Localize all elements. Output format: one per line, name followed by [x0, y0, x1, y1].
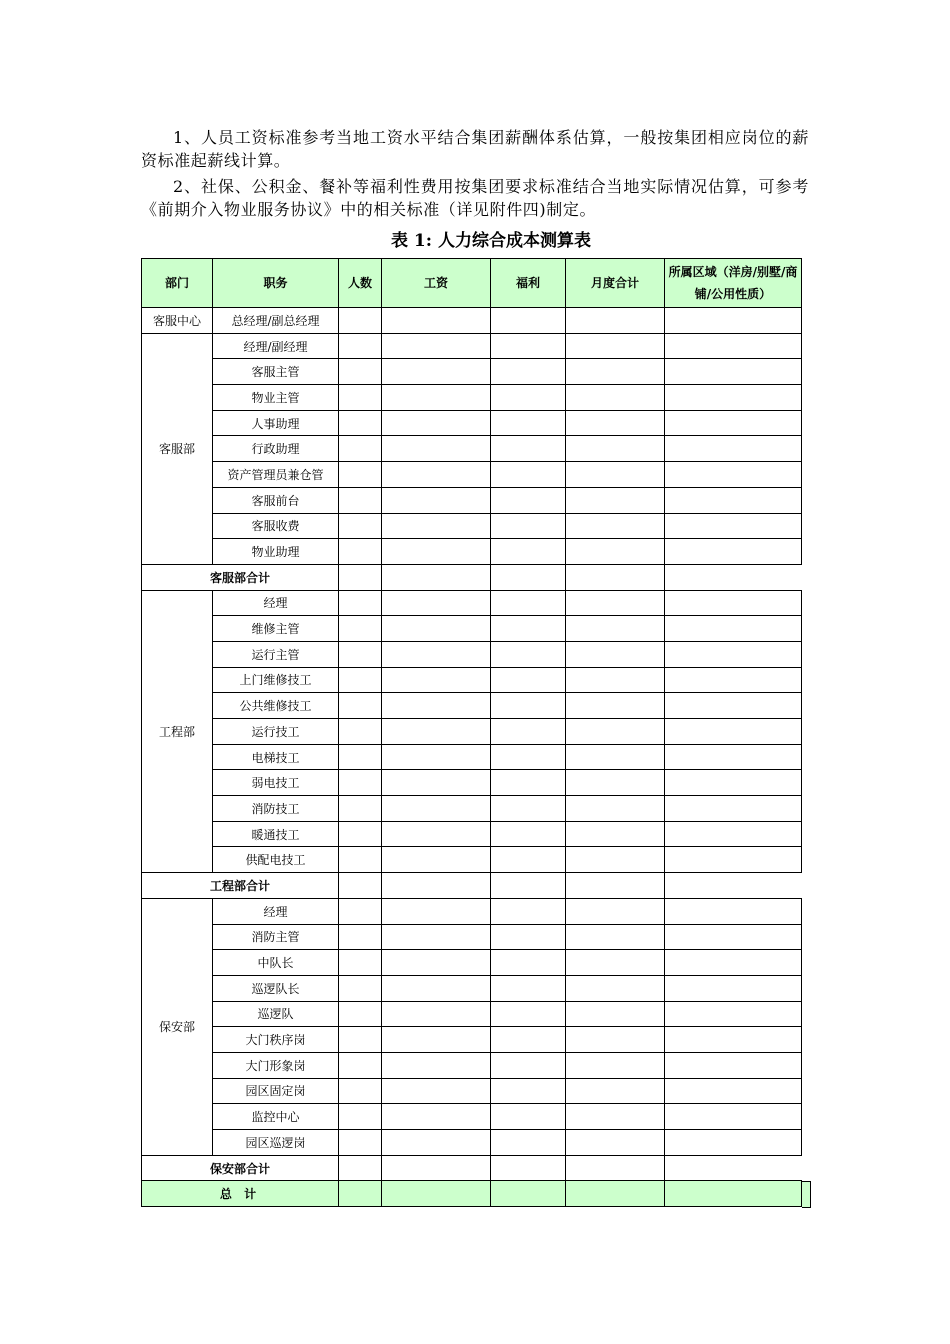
- value-cell: [382, 462, 491, 488]
- position-cell: 园区固定岗: [213, 1078, 339, 1104]
- value-cell: [382, 847, 491, 873]
- table-row: [142, 641, 802, 667]
- value-cell: [339, 1130, 382, 1156]
- value-cell: [382, 590, 491, 616]
- subtotal-value-cell: [566, 1155, 665, 1181]
- table-header-row: [142, 259, 802, 308]
- value-cell: [339, 616, 382, 642]
- table-row: [142, 385, 802, 411]
- subtotal-value-cell: [491, 564, 566, 590]
- value-cell: [382, 1027, 491, 1053]
- position-cell: 维修主管: [213, 616, 339, 642]
- table-row: [142, 667, 802, 693]
- position-cell: 中队长: [213, 950, 339, 976]
- value-cell: [665, 1027, 802, 1053]
- position-cell: 暖通技工: [213, 821, 339, 847]
- table-row: [142, 513, 802, 539]
- value-cell: [491, 462, 566, 488]
- subtotal-value-cell: [665, 1155, 802, 1181]
- value-cell: [566, 410, 665, 436]
- value-cell: [566, 641, 665, 667]
- value-cell: [382, 641, 491, 667]
- subtotal-value-cell: [382, 873, 491, 899]
- subtotal-label: 工程部合计: [142, 873, 339, 899]
- value-cell: [491, 641, 566, 667]
- value-cell: [566, 975, 665, 1001]
- subtotal-value-cell: [339, 564, 382, 590]
- value-cell: [382, 1001, 491, 1027]
- table-row: [142, 359, 802, 385]
- table-row: [142, 975, 802, 1001]
- table-row: [142, 1052, 802, 1078]
- position-cell: 监控中心: [213, 1104, 339, 1130]
- position-cell: 经理/副经理: [213, 333, 339, 359]
- subtotal-row: [142, 564, 802, 590]
- table-row: [142, 436, 802, 462]
- value-cell: [665, 436, 802, 462]
- position-cell: 运行技工: [213, 719, 339, 745]
- subtotal-row: [142, 873, 802, 899]
- subtotal-value-cell: [382, 564, 491, 590]
- value-cell: [491, 487, 566, 513]
- value-cell: [382, 436, 491, 462]
- value-cell: [665, 513, 802, 539]
- value-cell: [339, 513, 382, 539]
- value-cell: [566, 1027, 665, 1053]
- grand-total-value-cell: [491, 1181, 566, 1207]
- paragraph-salary-standard: 1、人员工资标准参考当地工资水平结合集团薪酬体系估算，一般按集团相应岗位的薪资标准起薪线计算。: [141, 128, 809, 170]
- value-cell: [491, 1130, 566, 1156]
- value-cell: [491, 847, 566, 873]
- table-row: [142, 898, 802, 924]
- department-cell: 客服中心: [142, 308, 213, 334]
- value-cell: [491, 436, 566, 462]
- value-cell: [665, 693, 802, 719]
- value-cell: [339, 719, 382, 745]
- table-row: [142, 539, 802, 565]
- value-cell: [339, 847, 382, 873]
- position-cell: 大门秩序岗: [213, 1027, 339, 1053]
- value-cell: [382, 1078, 491, 1104]
- value-cell: [665, 333, 802, 359]
- header-monthly-total: 月度合计: [566, 259, 665, 308]
- value-cell: [566, 770, 665, 796]
- value-cell: [339, 1104, 382, 1130]
- value-cell: [566, 1052, 665, 1078]
- table-row: [142, 950, 802, 976]
- value-cell: [566, 693, 665, 719]
- table-row: [142, 744, 802, 770]
- value-cell: [491, 308, 566, 334]
- value-cell: [382, 616, 491, 642]
- value-cell: [491, 821, 566, 847]
- grand-total-value-cell: [566, 1181, 665, 1207]
- labor-cost-table: [141, 258, 802, 1207]
- header-welfare: 福利: [491, 259, 566, 308]
- value-cell: [339, 410, 382, 436]
- value-cell: [491, 1001, 566, 1027]
- position-cell: 客服收费: [213, 513, 339, 539]
- value-cell: [665, 667, 802, 693]
- table-row: [142, 1001, 802, 1027]
- value-cell: [566, 950, 665, 976]
- value-cell: [665, 616, 802, 642]
- value-cell: [665, 462, 802, 488]
- position-cell: 总经理/副总经理: [213, 308, 339, 334]
- value-cell: [491, 359, 566, 385]
- grand-total-label: 总 计: [142, 1181, 339, 1207]
- value-cell: [382, 487, 491, 513]
- value-cell: [382, 693, 491, 719]
- value-cell: [491, 770, 566, 796]
- grand-total-row: [142, 1181, 802, 1207]
- table-row: [142, 719, 802, 745]
- header-region: 所属区域（洋房/别墅/商铺/公用性质）: [665, 259, 802, 308]
- table-row: [142, 821, 802, 847]
- value-cell: [665, 641, 802, 667]
- value-cell: [491, 513, 566, 539]
- table-row: [142, 1078, 802, 1104]
- position-cell: 客服前台: [213, 487, 339, 513]
- department-cell: 保安部: [142, 898, 213, 1155]
- value-cell: [665, 744, 802, 770]
- value-cell: [665, 359, 802, 385]
- grand-total-extension: [802, 1181, 811, 1208]
- value-cell: [665, 1130, 802, 1156]
- subtotal-row: [142, 1155, 802, 1181]
- value-cell: [382, 513, 491, 539]
- value-cell: [491, 1052, 566, 1078]
- department-cell: 工程部: [142, 590, 213, 873]
- value-cell: [566, 385, 665, 411]
- value-cell: [382, 719, 491, 745]
- subtotal-value-cell: [382, 1155, 491, 1181]
- subtotal-value-cell: [491, 1155, 566, 1181]
- value-cell: [665, 950, 802, 976]
- grand-total-value-cell: [382, 1181, 491, 1207]
- value-cell: [339, 436, 382, 462]
- value-cell: [491, 590, 566, 616]
- table-row: [142, 847, 802, 873]
- value-cell: [491, 539, 566, 565]
- value-cell: [566, 924, 665, 950]
- value-cell: [665, 847, 802, 873]
- value-cell: [665, 821, 802, 847]
- value-cell: [566, 821, 665, 847]
- value-cell: [665, 487, 802, 513]
- value-cell: [339, 898, 382, 924]
- value-cell: [566, 1078, 665, 1104]
- value-cell: [566, 539, 665, 565]
- value-cell: [339, 950, 382, 976]
- table-row: [142, 770, 802, 796]
- position-cell: 物业主管: [213, 385, 339, 411]
- value-cell: [339, 590, 382, 616]
- value-cell: [339, 333, 382, 359]
- value-cell: [566, 513, 665, 539]
- value-cell: [382, 744, 491, 770]
- table-row: [142, 590, 802, 616]
- value-cell: [665, 796, 802, 822]
- value-cell: [566, 616, 665, 642]
- value-cell: [382, 770, 491, 796]
- value-cell: [339, 539, 382, 565]
- position-cell: 大门形象岗: [213, 1052, 339, 1078]
- value-cell: [665, 1052, 802, 1078]
- department-cell: 客服部: [142, 333, 213, 564]
- value-cell: [339, 1027, 382, 1053]
- value-cell: [339, 641, 382, 667]
- value-cell: [339, 770, 382, 796]
- value-cell: [382, 333, 491, 359]
- value-cell: [382, 385, 491, 411]
- position-cell: 经理: [213, 898, 339, 924]
- value-cell: [339, 359, 382, 385]
- value-cell: [491, 693, 566, 719]
- value-cell: [339, 1078, 382, 1104]
- value-cell: [339, 975, 382, 1001]
- header-headcount: 人数: [339, 259, 382, 308]
- value-cell: [382, 308, 491, 334]
- subtotal-value-cell: [566, 873, 665, 899]
- value-cell: [491, 1027, 566, 1053]
- table-row: [142, 1104, 802, 1130]
- value-cell: [566, 308, 665, 334]
- value-cell: [566, 898, 665, 924]
- value-cell: [491, 796, 566, 822]
- table-row: [142, 308, 802, 334]
- value-cell: [665, 898, 802, 924]
- header-salary: 工资: [382, 259, 491, 308]
- value-cell: [665, 924, 802, 950]
- value-cell: [665, 1104, 802, 1130]
- value-cell: [665, 1001, 802, 1027]
- table-row: [142, 462, 802, 488]
- value-cell: [382, 924, 491, 950]
- position-cell: 经理: [213, 590, 339, 616]
- table-title: 表 1: 人力综合成本测算表: [391, 231, 591, 251]
- value-cell: [665, 308, 802, 334]
- value-cell: [491, 975, 566, 1001]
- subtotal-label: 客服部合计: [142, 564, 339, 590]
- position-cell: 人事助理: [213, 410, 339, 436]
- position-cell: 园区巡逻岗: [213, 1130, 339, 1156]
- value-cell: [339, 385, 382, 411]
- position-cell: 上门维修技工: [213, 667, 339, 693]
- value-cell: [382, 821, 491, 847]
- table-row: [142, 924, 802, 950]
- position-cell: 客服主管: [213, 359, 339, 385]
- value-cell: [566, 667, 665, 693]
- value-cell: [339, 667, 382, 693]
- value-cell: [566, 1104, 665, 1130]
- value-cell: [566, 436, 665, 462]
- value-cell: [566, 359, 665, 385]
- position-cell: 电梯技工: [213, 744, 339, 770]
- value-cell: [491, 1104, 566, 1130]
- table-row: [142, 487, 802, 513]
- table-row: [142, 616, 802, 642]
- value-cell: [339, 744, 382, 770]
- value-cell: [339, 821, 382, 847]
- value-cell: [491, 385, 566, 411]
- subtotal-value-cell: [566, 564, 665, 590]
- value-cell: [382, 539, 491, 565]
- value-cell: [491, 1078, 566, 1104]
- subtotal-value-cell: [665, 564, 802, 590]
- position-cell: 物业助理: [213, 539, 339, 565]
- subtotal-value-cell: [339, 1155, 382, 1181]
- position-cell: 供配电技工: [213, 847, 339, 873]
- position-cell: 资产管理员兼仓管: [213, 462, 339, 488]
- value-cell: [566, 1001, 665, 1027]
- subtotal-value-cell: [665, 873, 802, 899]
- table-row: [142, 1027, 802, 1053]
- grand-total-value-cell: [339, 1181, 382, 1207]
- value-cell: [566, 487, 665, 513]
- value-cell: [382, 950, 491, 976]
- value-cell: [566, 796, 665, 822]
- value-cell: [665, 385, 802, 411]
- header-position: 职务: [213, 259, 339, 308]
- table-row: [142, 333, 802, 359]
- value-cell: [566, 744, 665, 770]
- value-cell: [566, 1130, 665, 1156]
- paragraph-welfare-standard: 2、社保、公积金、餐补等福利性费用按集团要求标准结合当地实际情况估算，可参考《前期介入物业服务协议》中的相关标准（详见附件四)制定。: [141, 177, 809, 219]
- value-cell: [566, 847, 665, 873]
- position-cell: 公共维修技工: [213, 693, 339, 719]
- value-cell: [339, 462, 382, 488]
- value-cell: [665, 590, 802, 616]
- value-cell: [491, 410, 566, 436]
- value-cell: [491, 667, 566, 693]
- subtotal-value-cell: [339, 873, 382, 899]
- value-cell: [382, 898, 491, 924]
- value-cell: [491, 898, 566, 924]
- table-row: [142, 693, 802, 719]
- value-cell: [665, 770, 802, 796]
- value-cell: [339, 796, 382, 822]
- value-cell: [382, 359, 491, 385]
- value-cell: [665, 719, 802, 745]
- value-cell: [491, 719, 566, 745]
- grand-total-value-cell: [665, 1181, 802, 1207]
- value-cell: [665, 975, 802, 1001]
- value-cell: [382, 1130, 491, 1156]
- position-cell: 运行主管: [213, 641, 339, 667]
- value-cell: [491, 616, 566, 642]
- value-cell: [382, 667, 491, 693]
- subtotal-label: 保安部合计: [142, 1155, 339, 1181]
- position-cell: 消防主管: [213, 924, 339, 950]
- value-cell: [491, 924, 566, 950]
- position-cell: 行政助理: [213, 436, 339, 462]
- value-cell: [382, 410, 491, 436]
- value-cell: [665, 539, 802, 565]
- value-cell: [566, 719, 665, 745]
- value-cell: [339, 308, 382, 334]
- position-cell: 巡逻队长: [213, 975, 339, 1001]
- value-cell: [339, 1052, 382, 1078]
- table-row: [142, 1130, 802, 1156]
- value-cell: [339, 693, 382, 719]
- header-department: 部门: [142, 259, 213, 308]
- value-cell: [665, 410, 802, 436]
- value-cell: [339, 1001, 382, 1027]
- table-row: [142, 796, 802, 822]
- value-cell: [491, 950, 566, 976]
- position-cell: 消防技工: [213, 796, 339, 822]
- value-cell: [566, 590, 665, 616]
- subtotal-value-cell: [491, 873, 566, 899]
- value-cell: [382, 1104, 491, 1130]
- value-cell: [491, 744, 566, 770]
- position-cell: 弱电技工: [213, 770, 339, 796]
- value-cell: [382, 975, 491, 1001]
- value-cell: [382, 1052, 491, 1078]
- value-cell: [665, 1078, 802, 1104]
- position-cell: 巡逻队: [213, 1001, 339, 1027]
- value-cell: [339, 924, 382, 950]
- value-cell: [566, 462, 665, 488]
- table-row: [142, 410, 802, 436]
- value-cell: [339, 487, 382, 513]
- value-cell: [382, 796, 491, 822]
- value-cell: [491, 333, 566, 359]
- value-cell: [566, 333, 665, 359]
